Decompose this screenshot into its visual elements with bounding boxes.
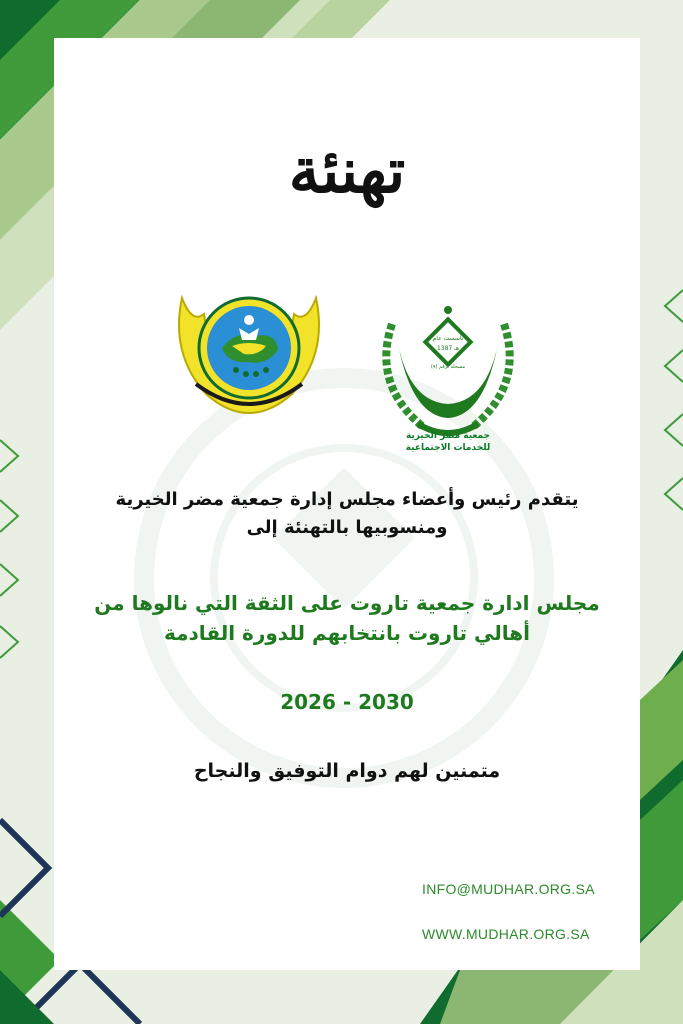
deco-left-chevron-2 bbox=[0, 500, 18, 532]
deco-left-chevron-4 bbox=[0, 626, 18, 658]
deco-left-chevron-3 bbox=[0, 564, 18, 596]
mudhar-caption-line2: للخدمات الاجتماعية bbox=[405, 443, 491, 453]
recipient-line-2: أهالي تاروت بانتخابهم للدورة القادمة bbox=[164, 621, 530, 645]
deco-navy-chevron-1 bbox=[0, 820, 48, 916]
deco-right-chevron-2 bbox=[665, 350, 683, 382]
mudhar-caption-line1: جمعية مضر الخيرية bbox=[405, 431, 491, 441]
recipient-paragraph bbox=[94, 588, 600, 648]
greeting-card bbox=[54, 38, 640, 970]
tarout-association-logo bbox=[166, 284, 332, 424]
intro-line-1: يتقدم رئيس وأعضاء مجلس إدارة جمعية مضر الخيرية bbox=[115, 489, 579, 510]
mudhar-reg-number: مسجلة برقم (٩) bbox=[430, 364, 466, 370]
deco-right-chevron-4 bbox=[665, 478, 683, 510]
closing-wish: متمنين لهم دوام التوفيق والنجاح bbox=[193, 760, 501, 782]
mudhar-logo-caption bbox=[372, 430, 524, 454]
contact-email[interactable]: INFO@MUDHAR.ORG.SA bbox=[422, 881, 595, 897]
deco-right-chevron-1 bbox=[665, 290, 683, 322]
recipient-line-1: مجلس ادارة جمعية تاروت على الثقة التي نالوها من bbox=[94, 591, 600, 615]
deco-left-chevron-1 bbox=[0, 440, 18, 472]
mudhar-est-year: 1387 هـ bbox=[436, 345, 460, 352]
mudhar-est-label: تأسست عام bbox=[432, 335, 464, 342]
deco-right-chevron-3 bbox=[665, 414, 683, 446]
contact-website[interactable]: WWW.MUDHAR.ORG.SA bbox=[422, 926, 590, 942]
intro-line-2: ومنسوبيها بالتهنئة إلى bbox=[246, 517, 448, 538]
greeting-title: تهنئة bbox=[288, 134, 406, 207]
intro-paragraph bbox=[94, 486, 600, 542]
term-years: 2030 - 2026 bbox=[280, 690, 414, 714]
